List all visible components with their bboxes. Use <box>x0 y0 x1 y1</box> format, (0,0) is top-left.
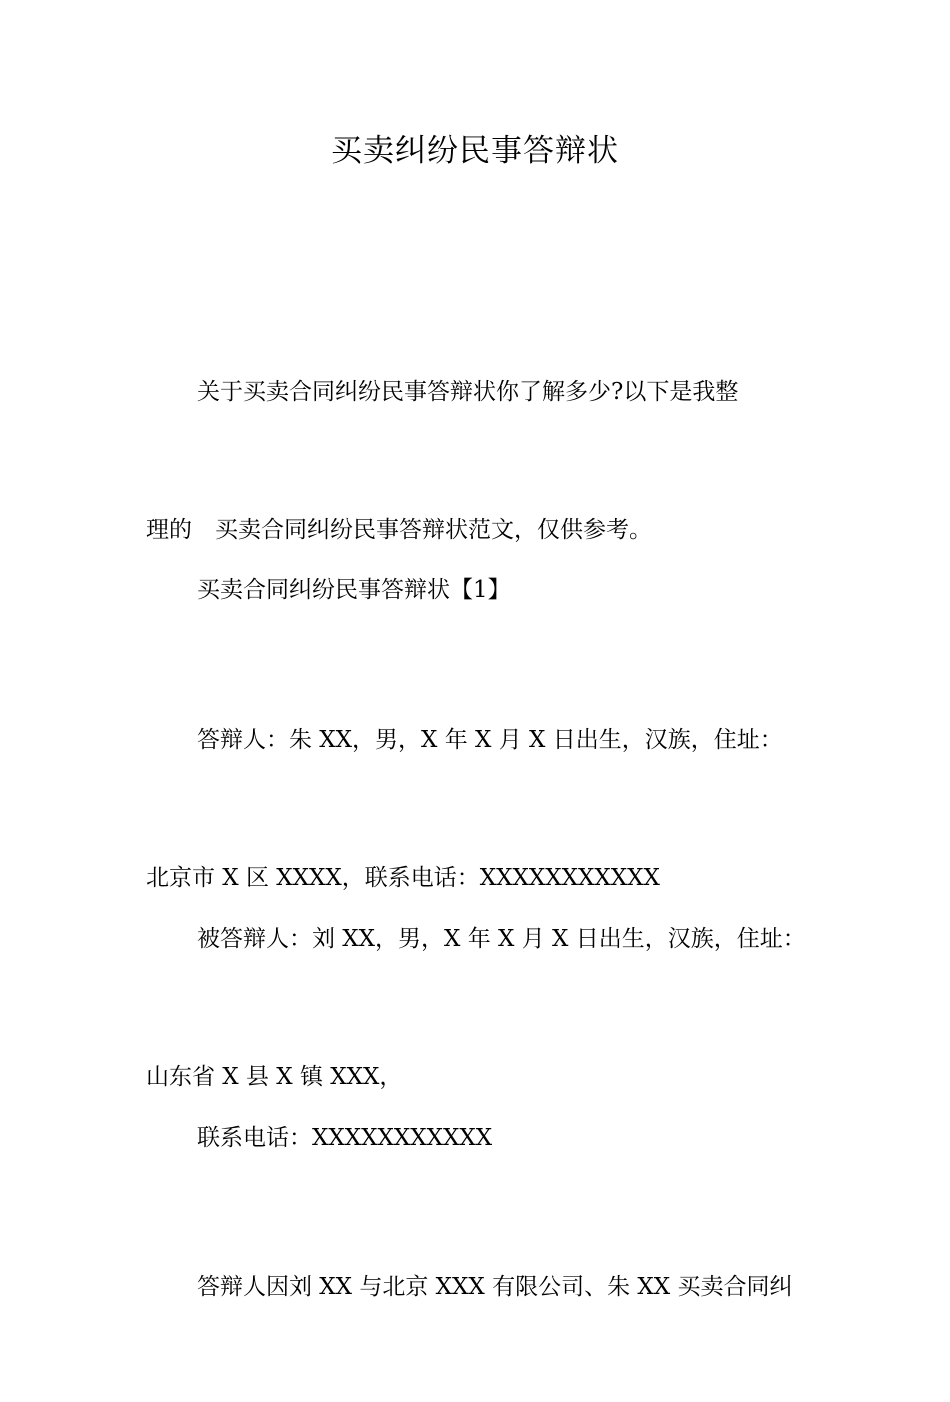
text-line: 被答辩人：刘 XX，男，X 年 X 月 X 日出生，汉族，住址： <box>197 926 806 952</box>
document-title: 买卖纠纷民事答辩状 <box>331 133 619 169</box>
text-line: 买卖合同纠纷民事答辩状【1】 <box>197 577 511 603</box>
text-line: 答辩人：朱 XX，男，X 年 X 月 X 日出生，汉族，住址： <box>197 727 783 753</box>
body-paragraph <box>146 1172 836 1402</box>
text-line: 答辩人因刘 XX 与北京 XXX 有限公司、朱 XX 买卖合同纠 <box>197 1274 793 1300</box>
text-line: 山东省 X 县 X 镇 XXX， <box>146 1064 403 1090</box>
text-line: 理的 买卖合同纠纷民事答辩状范文，仅供参考。 <box>146 517 652 543</box>
text-line: 联系电话：XXXXXXXXXXX <box>197 1125 493 1151</box>
text-line: 北京市 X 区 XXXX，联系电话：XXXXXXXXXXX <box>146 865 660 891</box>
text-line: 关于买卖合同纠纷民事答辩状你了解多少?以下是我整 <box>197 379 739 405</box>
